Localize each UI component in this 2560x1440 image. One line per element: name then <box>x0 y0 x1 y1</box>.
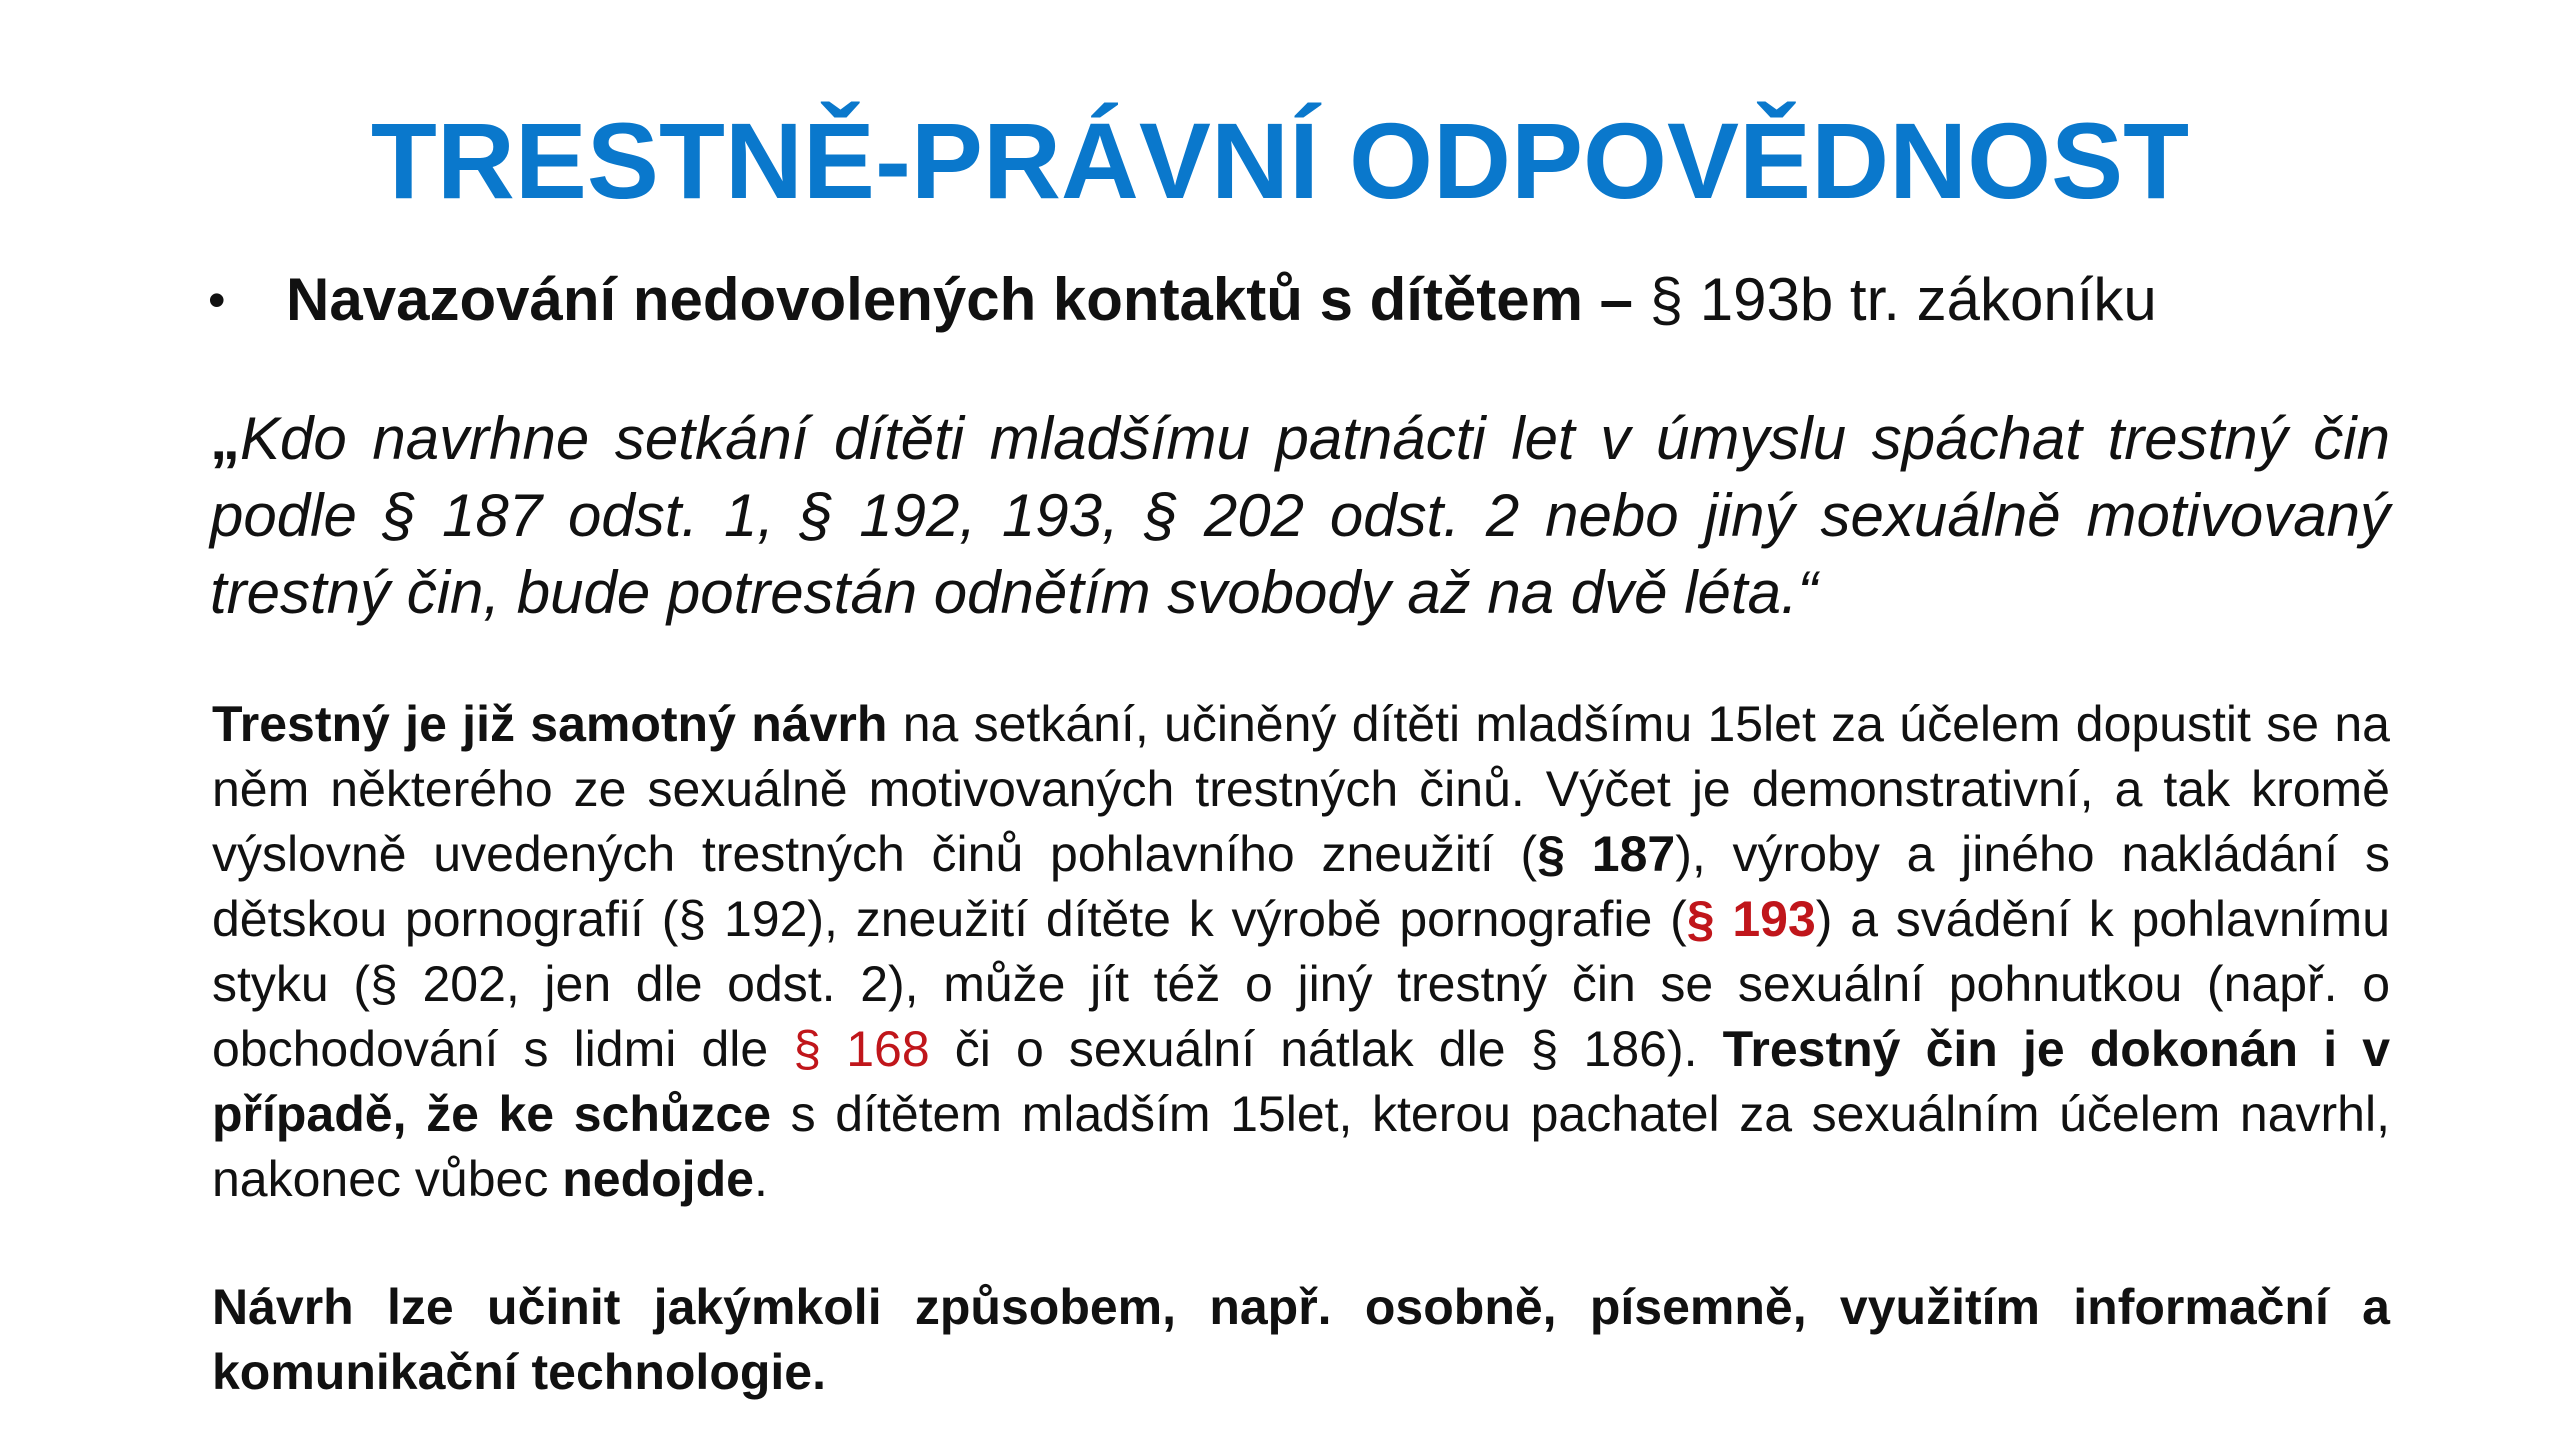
paragraph-bold-3: nedojde <box>562 1151 754 1207</box>
final-note: Návrh lze učinit jakýmkoli způsobem, např. osobně, písemně, využitím informační a komunikační technologie. <box>212 1279 2390 1400</box>
page-title: TRESTNĚ-PRÁVNÍ ODPOVĚDNOST <box>370 100 2190 221</box>
bullet-icon: • <box>208 272 226 328</box>
paragraph-text-6: . <box>753 1151 768 1207</box>
quote-text: Kdo navrhne setkání dítěti mladšímu patnácti let v úmyslu spáchat trestný čin podle § 187 odst. 1, § 192, 193, § 202 odst. 2 nebo jiný sexuálně motivovaný trestný čin, bude potrestán odnětím svobody až na dvě léta.“ <box>210 405 2390 626</box>
paragraph-text-5: s dítětem mladším 15let, kterou pachatel za sexuálním účelem navrhl, nakonec vůbec <box>212 1086 2390 1207</box>
paragraph-bold-2: Trestný čin je dokonán i v případě, že ke schůzce <box>212 1021 2391 1142</box>
bullet-bold-text: Navazování nedovolených kontaktů s dítětem – <box>286 266 1634 333</box>
paragraph-text-1: na setkání, učiněný dítěti mladšímu 15let za účelem dopustit se na něm některého ze sexuálně motivovaných trestných činů. Výčet je demonstrativní, a tak kromě výslovně uvedených trestných činů pohlavního zneužití ( <box>212 696 2390 882</box>
reference-193: § 193 <box>1686 891 1816 947</box>
reference-187: § 187 <box>1537 826 1676 882</box>
law-quote <box>210 400 2390 631</box>
quote-open-mark: „ <box>210 405 240 472</box>
explanation-paragraph <box>212 692 2390 1212</box>
paragraph-text-2: ), výroby a jiného nakládání s dětskou pornografií (§ 192), zneužití dítěte k výrobě pornografie ( <box>212 826 2391 947</box>
paragraph-lead: Trestný je již samotný návrh <box>212 696 888 752</box>
reference-168: § 168 <box>793 1021 930 1077</box>
paragraph-text-3: ) a svádění k pohlavnímu styku (§ 202, jen dle odst. 2), může jít též o jiný trestný čin se sexuální pohnutkou (např. o obchodování s lidmi dle <box>212 891 2390 1077</box>
bullet-item <box>208 260 2408 340</box>
paragraph-text-4: či o sexuální nátlak dle § 186). <box>929 1021 1723 1077</box>
bullet-law-reference: § 193b tr. zákoníku <box>1633 266 2157 333</box>
